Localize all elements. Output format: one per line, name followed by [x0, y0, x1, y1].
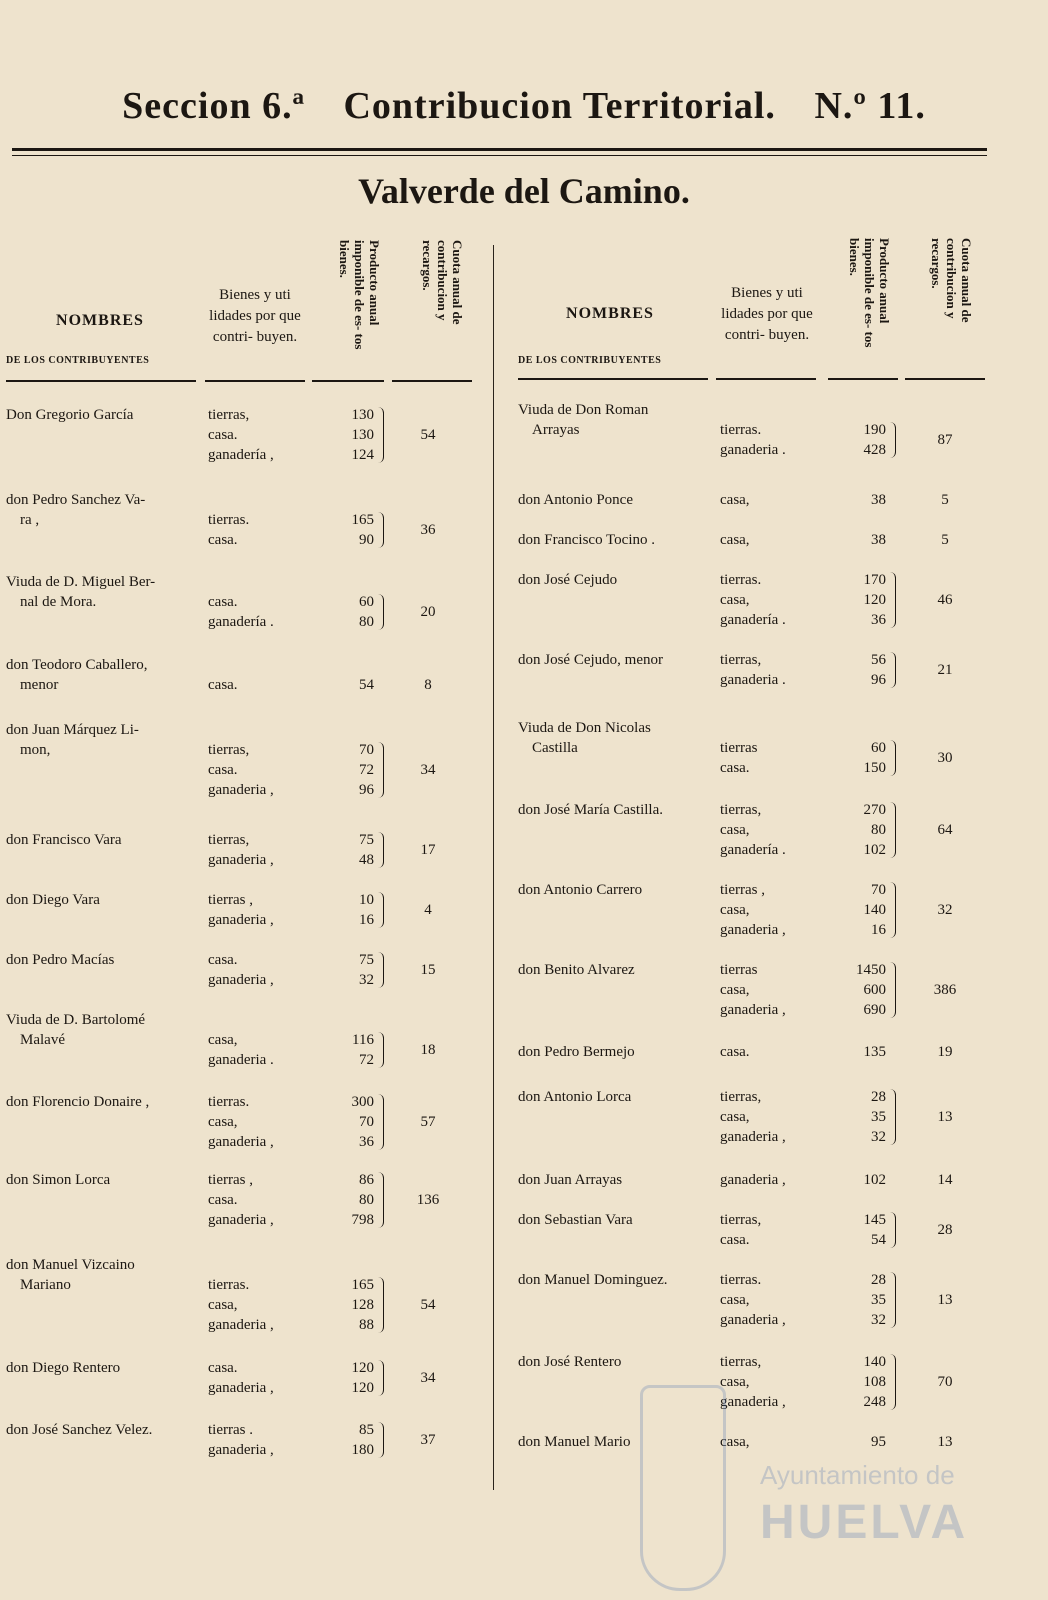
- brace-mark: [378, 1422, 384, 1458]
- property-type: ganaderia ,: [208, 852, 274, 868]
- brace-mark: [378, 407, 384, 463]
- shield-icon: [640, 1385, 726, 1591]
- property-type: casa.: [208, 677, 238, 693]
- annual-product-value: 35: [871, 1109, 886, 1125]
- document-title: Contribucion Territorial.: [343, 85, 776, 127]
- names-header-left: NOMBRES: [56, 312, 144, 329]
- property-type: casa,: [208, 1032, 238, 1048]
- property-type: ganaderia ,: [208, 972, 274, 988]
- annual-product-value: 96: [359, 782, 374, 798]
- annual-product-value: 54: [871, 1232, 886, 1248]
- bienes-header-right: Bienes y uti lidades por que contri- buyen.: [721, 285, 813, 343]
- annual-quota: 13: [937, 1434, 953, 1450]
- contributor-name: don Sebastian Vara: [518, 1212, 633, 1228]
- property-type: tierras: [720, 962, 758, 978]
- contributor-name: don Antonio Lorca: [518, 1089, 632, 1105]
- document-number: N.º 11.: [814, 85, 926, 127]
- contributor-name: don José María Castilla.: [518, 802, 663, 818]
- contributor-name: menor: [20, 677, 59, 693]
- annual-quota: 21: [937, 662, 953, 678]
- brace-mark: [378, 952, 384, 988]
- annual-quota: 34: [420, 1370, 436, 1386]
- annual-product-value: 90: [359, 532, 374, 548]
- annual-product-value: 130: [351, 427, 374, 443]
- property-type: casa,: [720, 1292, 750, 1308]
- names-header-right: NOMBRES: [566, 305, 654, 322]
- property-type: ganaderia .: [208, 1052, 274, 1068]
- annual-product-value: 28: [871, 1272, 886, 1288]
- property-type: tierras,: [720, 802, 762, 818]
- property-type: tierras.: [720, 422, 762, 438]
- brace-mark: [378, 512, 384, 548]
- property-type: ganaderia ,: [208, 1380, 274, 1396]
- property-type: casa,: [208, 1114, 238, 1130]
- brace-mark: [890, 1212, 896, 1248]
- annual-product-value: 32: [359, 972, 374, 988]
- annual-product-value: 120: [351, 1360, 374, 1376]
- annual-product-value: 48: [359, 852, 374, 868]
- contributor-name: don Benito Alvarez: [518, 962, 635, 978]
- annual-product-value: 150: [863, 760, 886, 776]
- annual-product-value: 70: [871, 882, 886, 898]
- annual-quota: 5: [941, 492, 949, 508]
- property-type: casa.: [208, 594, 238, 610]
- property-type: ganaderia ,: [208, 1134, 274, 1150]
- contributor-name: don José Cejudo: [518, 572, 618, 588]
- property-type: tierras,: [208, 742, 250, 758]
- annual-product-value: 102: [863, 1172, 886, 1188]
- property-type: casa.: [208, 952, 238, 968]
- property-type: ganaderia .: [720, 442, 786, 458]
- property-type: casa.: [720, 1044, 750, 1060]
- property-type: casa.: [208, 762, 238, 778]
- annual-quota: 5: [941, 532, 949, 548]
- property-type: ganaderia ,: [720, 1129, 786, 1145]
- annual-quota: 136: [416, 1192, 440, 1208]
- annual-product-value: 170: [863, 572, 886, 588]
- property-type: tierras,: [720, 652, 762, 668]
- annual-quota: 19: [937, 1044, 953, 1060]
- annual-product-value: 300: [351, 1094, 374, 1110]
- annual-product-value: 80: [359, 614, 374, 630]
- property-type: ganaderia ,: [720, 922, 786, 938]
- brace-mark: [378, 742, 384, 798]
- property-type: tierras: [720, 740, 758, 756]
- contributor-name: don Juan Márquez Li-: [6, 722, 139, 738]
- contributor-name: don Diego Rentero: [6, 1360, 121, 1376]
- property-type: ganaderia ,: [720, 1002, 786, 1018]
- contributor-name: Malavé: [20, 1032, 65, 1048]
- annual-product-value: 120: [351, 1380, 374, 1396]
- annual-product-value: 70: [359, 1114, 374, 1130]
- contributor-name: Arrayas: [532, 422, 580, 438]
- property-type: casa.: [720, 1232, 750, 1248]
- annual-product-value: 102: [863, 842, 886, 858]
- annual-quota: 34: [420, 762, 436, 778]
- brace-mark: [890, 882, 896, 938]
- property-type: casa,: [720, 532, 750, 548]
- annual-product-value: 135: [863, 1044, 886, 1060]
- contributor-name: don Diego Vara: [6, 892, 100, 908]
- annual-product-value: 88: [359, 1317, 374, 1333]
- annual-product-value: 1450: [856, 962, 886, 978]
- rule: [205, 380, 305, 382]
- contributor-name: don Antonio Ponce: [518, 492, 633, 508]
- contributor-name: don José Cejudo, menor: [518, 652, 663, 668]
- contributor-name: don Pedro Sanchez Va-: [6, 492, 146, 508]
- property-type: tierras.: [720, 1272, 762, 1288]
- annual-product-value: 798: [351, 1212, 374, 1228]
- property-type: tierras,: [720, 1089, 762, 1105]
- column-divider: [493, 245, 494, 1490]
- cuota-header-left: Cuota anual de contribucion y recargos.: [420, 240, 465, 325]
- annual-quota: 30: [937, 750, 953, 766]
- property-type: ganaderia ,: [208, 1212, 274, 1228]
- annual-product-value: 86: [359, 1172, 374, 1188]
- annual-product-value: 56: [871, 652, 886, 668]
- header-rule: [12, 148, 987, 151]
- property-type: casa.: [208, 427, 238, 443]
- annual-product-value: 600: [863, 982, 886, 998]
- property-type: tierras ,: [720, 882, 765, 898]
- annual-product-value: 72: [359, 762, 374, 778]
- brace-mark: [378, 1032, 384, 1068]
- annual-product-value: 54: [359, 677, 374, 693]
- contributor-name: don Juan Arrayas: [518, 1172, 623, 1188]
- property-type: casa,: [720, 1434, 750, 1450]
- annual-quota: 57: [420, 1114, 436, 1130]
- brace-mark: [378, 892, 384, 928]
- annual-quota: 70: [937, 1374, 953, 1390]
- brace-mark: [378, 832, 384, 868]
- annual-product-value: 130: [351, 407, 374, 423]
- producto-header-left: Producto anual imponible de es- tos bienes.: [337, 240, 382, 350]
- property-type: tierras .: [208, 1422, 253, 1438]
- annual-product-value: 36: [871, 612, 886, 628]
- annual-product-value: 428: [863, 442, 886, 458]
- property-type: ganaderia ,: [720, 1312, 786, 1328]
- contributor-name: nal de Mora.: [20, 594, 97, 610]
- contributor-name: don Manuel Dominguez.: [518, 1272, 668, 1288]
- annual-quota: 20: [420, 604, 436, 620]
- annual-quota: 15: [420, 962, 436, 978]
- contributor-name: Mariano: [20, 1277, 71, 1293]
- brace-mark: [890, 740, 896, 776]
- contributor-name: don Francisco Vara: [6, 832, 122, 848]
- property-type: tierras,: [208, 407, 250, 423]
- cuota-header-right: Cuota anual de contribucion y recargos.: [929, 238, 974, 323]
- annual-quota: 54: [420, 1297, 436, 1313]
- rule: [518, 378, 708, 380]
- contributor-name: Viuda de D. Miguel Ber-: [6, 574, 156, 590]
- annual-product-value: 75: [359, 952, 374, 968]
- rule: [312, 380, 384, 382]
- annual-product-value: 32: [871, 1129, 886, 1145]
- annual-product-value: 190: [863, 422, 886, 438]
- contributor-name: don Simon Lorca: [6, 1172, 111, 1188]
- header-rule-thin: [12, 155, 987, 156]
- annual-quota: 8: [424, 677, 432, 693]
- property-type: tierras,: [208, 832, 250, 848]
- property-type: ganaderia ,: [720, 1172, 786, 1188]
- brace-mark: [890, 652, 896, 688]
- property-type: ganadería ,: [208, 447, 274, 463]
- annual-product-value: 140: [863, 1354, 886, 1370]
- property-type: tierras,: [720, 1354, 762, 1370]
- annual-quota: 54: [420, 427, 436, 443]
- annual-product-value: 60: [359, 594, 374, 610]
- annual-product-value: 16: [871, 922, 886, 938]
- annual-product-value: 270: [863, 802, 886, 818]
- property-type: casa,: [720, 822, 750, 838]
- contributor-name: don Teodoro Caballero,: [6, 657, 148, 673]
- annual-product-value: 165: [351, 1277, 374, 1293]
- annual-quota: 64: [937, 822, 953, 838]
- annual-quota: 28: [937, 1222, 953, 1238]
- property-type: ganadería .: [720, 612, 786, 628]
- rule: [6, 380, 196, 382]
- rule: [392, 380, 472, 382]
- contributor-name: don José Sanchez Velez.: [6, 1422, 153, 1438]
- contributor-name: Viuda de Don Nicolas: [518, 720, 651, 736]
- annual-product-value: 140: [863, 902, 886, 918]
- annual-product-value: 38: [871, 492, 886, 508]
- annual-quota: 14: [937, 1172, 953, 1188]
- watermark-line2: HUELVA: [760, 1496, 969, 1549]
- contributor-name: Viuda de Don Roman: [518, 402, 649, 418]
- annual-quota: 13: [937, 1292, 953, 1308]
- brace-mark: [890, 572, 896, 628]
- property-type: ganaderia ,: [720, 1394, 786, 1410]
- contributor-name: don Francisco Tocino .: [518, 532, 655, 548]
- annual-product-value: 16: [359, 912, 374, 928]
- property-type: ganadería .: [208, 614, 274, 630]
- annual-product-value: 96: [871, 672, 886, 688]
- annual-product-value: 95: [871, 1434, 886, 1450]
- property-type: casa.: [208, 532, 238, 548]
- annual-product-value: 690: [863, 1002, 886, 1018]
- annual-quota: 13: [937, 1109, 953, 1125]
- rule: [828, 378, 898, 380]
- property-type: casa.: [208, 1192, 238, 1208]
- annual-product-value: 80: [359, 1192, 374, 1208]
- brace-mark: [378, 1277, 384, 1333]
- names-subheader-left: DE LOS CONTRIBUYENTES: [6, 355, 150, 366]
- property-type: casa,: [720, 1374, 750, 1390]
- annual-product-value: 165: [351, 512, 374, 528]
- property-type: ganaderia .: [720, 672, 786, 688]
- annual-product-value: 108: [863, 1374, 886, 1390]
- annual-product-value: 32: [871, 1312, 886, 1328]
- annual-quota: 32: [937, 902, 953, 918]
- property-type: ganaderia ,: [208, 1442, 274, 1458]
- names-subheader-right: DE LOS CONTRIBUYENTES: [518, 355, 662, 366]
- annual-product-value: 85: [359, 1422, 374, 1438]
- property-type: casa,: [720, 592, 750, 608]
- annual-product-value: 28: [871, 1089, 886, 1105]
- rule: [905, 378, 985, 380]
- property-type: tierras ,: [208, 1172, 253, 1188]
- property-type: casa,: [720, 982, 750, 998]
- property-type: casa,: [720, 1109, 750, 1125]
- brace-mark: [378, 594, 384, 630]
- bienes-header-left: Bienes y uti lidades por que contri- buyen.: [209, 287, 301, 345]
- contributor-name: ra ,: [20, 512, 40, 528]
- brace-mark: [890, 1089, 896, 1145]
- property-type: ganaderia ,: [208, 1317, 274, 1333]
- property-type: casa.: [208, 1360, 238, 1376]
- annual-product-value: 10: [359, 892, 374, 908]
- annual-product-value: 128: [351, 1297, 374, 1313]
- contributor-name: don Antonio Carrero: [518, 882, 643, 898]
- property-type: ganadería .: [720, 842, 786, 858]
- property-type: ganaderia ,: [208, 912, 274, 928]
- annual-quota: 46: [937, 592, 953, 608]
- annual-product-value: 60: [871, 740, 886, 756]
- section-label: Seccion 6.ª: [122, 85, 305, 127]
- brace-mark: [890, 1272, 896, 1328]
- contributor-name: don Manuel Vizcaino: [6, 1257, 135, 1273]
- property-type: ganaderia ,: [208, 782, 274, 798]
- property-type: tierras,: [720, 1212, 762, 1228]
- annual-product-value: 145: [863, 1212, 886, 1228]
- property-type: tierras.: [720, 572, 762, 588]
- brace-mark: [378, 1094, 384, 1150]
- annual-product-value: 70: [359, 742, 374, 758]
- contributor-name: don Pedro Macías: [6, 952, 115, 968]
- annual-quota: 36: [420, 522, 436, 538]
- contributor-name: don José Rentero: [518, 1354, 622, 1370]
- watermark: [640, 1385, 970, 1585]
- property-type: tierras ,: [208, 892, 253, 908]
- annual-quota: 386: [933, 982, 957, 998]
- brace-mark: [378, 1360, 384, 1396]
- page-header: [0, 84, 1048, 128]
- annual-quota: 17: [420, 842, 436, 858]
- annual-product-value: 72: [359, 1052, 374, 1068]
- annual-quota: 18: [420, 1042, 436, 1058]
- property-type: tierras.: [208, 1094, 250, 1110]
- contributor-name: Viuda de D. Bartolomé: [6, 1012, 146, 1028]
- property-type: casa.: [720, 760, 750, 776]
- annual-product-value: 35: [871, 1292, 886, 1308]
- annual-quota: 87: [937, 432, 953, 448]
- brace-mark: [890, 802, 896, 858]
- contributor-name: mon,: [20, 742, 51, 758]
- contributor-name: Don Gregorio García: [6, 407, 134, 423]
- property-type: casa,: [720, 902, 750, 918]
- annual-product-value: 180: [351, 1442, 374, 1458]
- annual-product-value: 80: [871, 822, 886, 838]
- contributor-name: Castilla: [532, 740, 578, 756]
- annual-product-value: 36: [359, 1134, 374, 1150]
- annual-product-value: 248: [863, 1394, 886, 1410]
- brace-mark: [890, 422, 896, 458]
- property-type: tierras.: [208, 1277, 250, 1293]
- contributor-name: don Manuel Mario: [518, 1434, 631, 1450]
- brace-mark: [890, 962, 896, 1018]
- annual-product-value: 120: [863, 592, 886, 608]
- annual-quota: 37: [420, 1432, 436, 1448]
- property-type: tierras.: [208, 512, 250, 528]
- town-title: Valverde del Camino.: [358, 171, 690, 211]
- brace-mark: [378, 1172, 384, 1228]
- contributor-name: don Florencio Donaire ,: [6, 1094, 150, 1110]
- watermark-line1: Ayuntamiento de: [760, 1460, 955, 1490]
- rule: [716, 378, 816, 380]
- annual-quota: 4: [424, 902, 432, 918]
- annual-product-value: 75: [359, 832, 374, 848]
- property-type: casa,: [208, 1297, 238, 1313]
- annual-product-value: 116: [352, 1032, 374, 1048]
- property-type: casa,: [720, 492, 750, 508]
- annual-product-value: 38: [871, 532, 886, 548]
- contributor-name: don Pedro Bermejo: [518, 1044, 635, 1060]
- producto-header-right: Producto anual imponible de es- tos bienes.: [847, 238, 892, 348]
- annual-product-value: 124: [351, 447, 374, 463]
